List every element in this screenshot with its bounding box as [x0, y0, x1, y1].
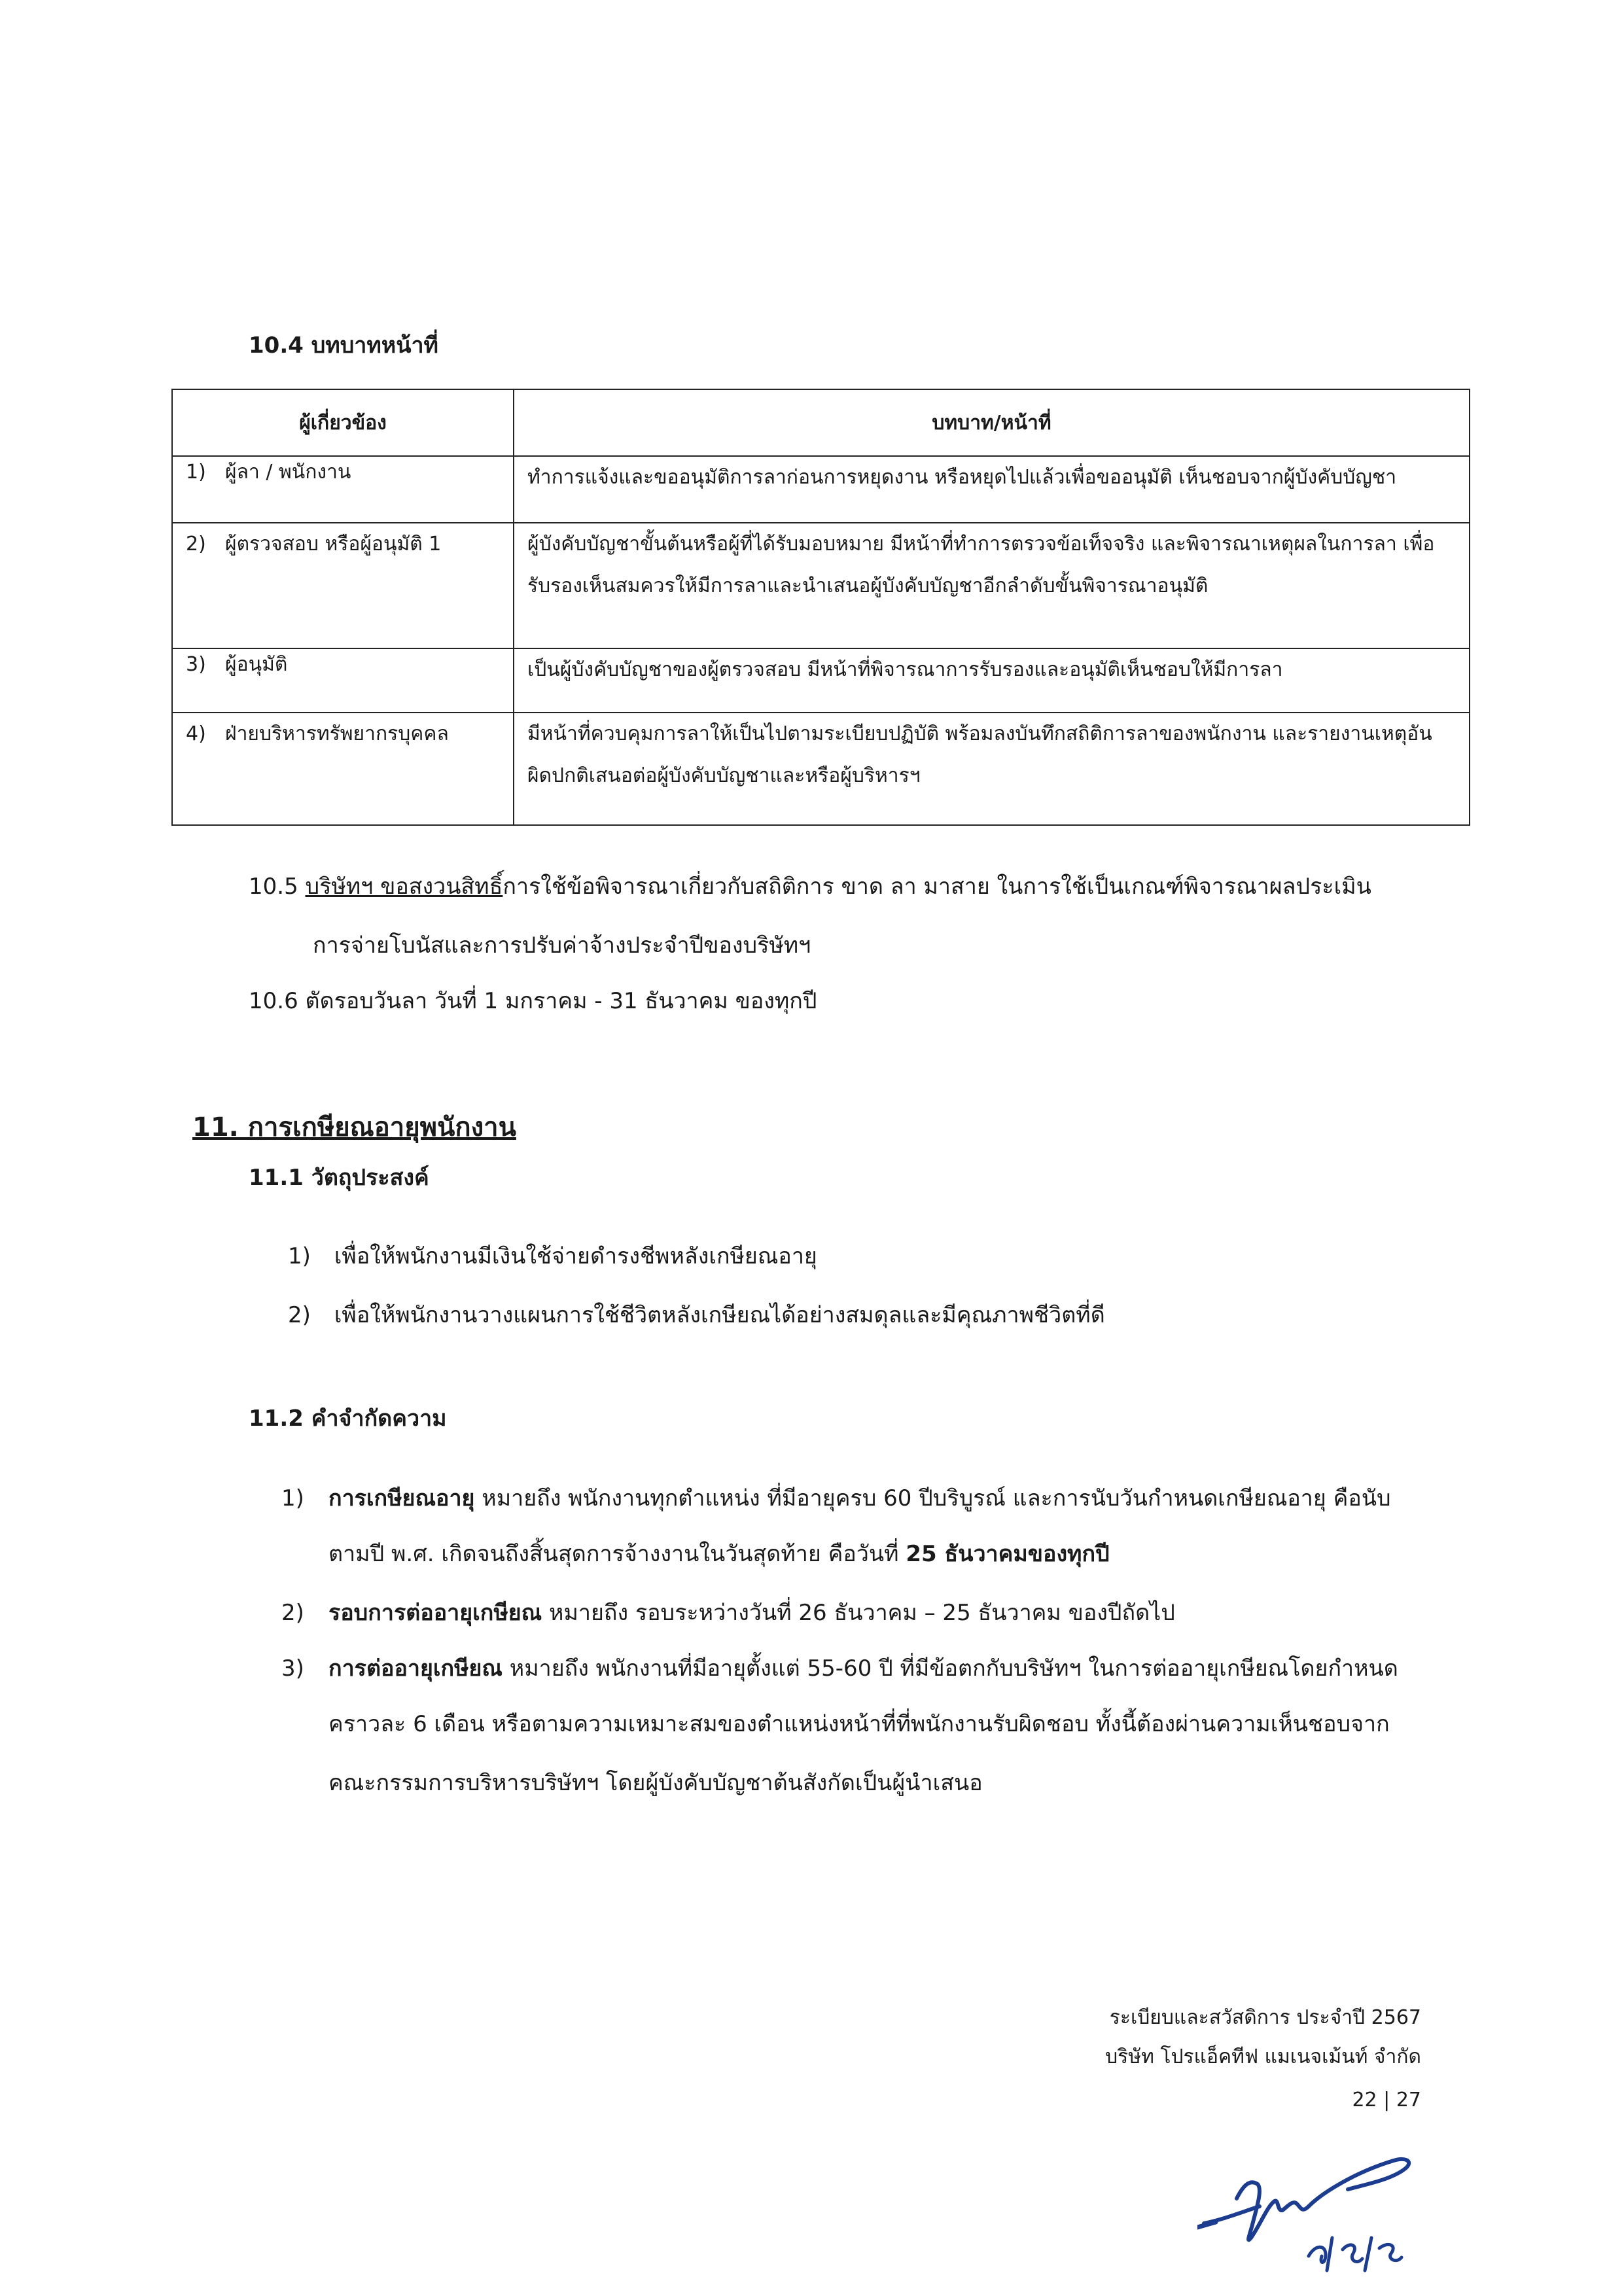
- section-11-1-heading: 11.1 วัตถุประสงค์: [249, 1165, 429, 1191]
- definition-text: ตามปี พ.ศ. เกิดจนถึงสิ้นสุดการจ้างงานในวันสุดท้าย คือวันที่: [328, 1541, 906, 1567]
- page-number: 22 | 27: [1352, 2089, 1421, 2111]
- definition-3-line3: คณะกรรมการบริหารบริษัทฯ โดยผู้บังคับบัญชาต้นสังกัดเป็นผู้นำเสนอ: [328, 1770, 983, 1796]
- objective-number: 2): [288, 1302, 311, 1328]
- section-10-5-line2: การจ่ายโบนัสและการปรับค่าจ้างประจำปีของบริษัทฯ: [313, 932, 811, 959]
- table-header-party: ผู้เกี่ยวข้อง: [172, 389, 514, 456]
- party-cell: [172, 648, 514, 713]
- party-label: ผู้อนุมัติ: [225, 653, 288, 676]
- definition-3-line1: [281, 1655, 1398, 1682]
- definition-1-line1: [281, 1485, 1391, 1512]
- duty-line: ผู้บังคับบัญชาขั้นต้นหรือผู้ที่ได้รับมอบหมาย มีหน้าที่ทำการตรวจข้อเท็จจริง และพิจารณาเหตุผลในการลา เพื่อ: [527, 533, 1435, 556]
- duty-cell: [514, 648, 1470, 713]
- table-row: [172, 523, 1470, 648]
- objective-text: เพื่อให้พนักงานวางแผนการใช้ชีวิตหลังเกษียณได้อย่างสมดุลและมีคุณภาพชีวิตที่ดี: [334, 1302, 1105, 1328]
- definition-2: [281, 1600, 1175, 1627]
- table-row: [172, 456, 1470, 523]
- party-cell: [172, 523, 514, 648]
- duty-cell: [514, 523, 1470, 648]
- row-number: 3): [186, 653, 206, 676]
- section-10-5-line1: [249, 874, 1371, 900]
- handwritten-signature: [1197, 2146, 1485, 2277]
- section-10-6: 10.6 ตัดรอบวันลา วันที่ 1 มกราคม - 31 ธันวาคม ของทุกปี: [249, 988, 817, 1014]
- definition-1-line2: [328, 1541, 1110, 1568]
- retirement-date: 25 ธันวาคมของทุกปี: [906, 1541, 1110, 1567]
- section-10-4-heading: 10.4 บทบาทหน้าที่: [249, 332, 438, 359]
- duty-line: มีหน้าที่ควบคุมการลาให้เป็นไปตามระเบียบปฏิบัติ พร้อมลงบันทึกสถิติการลาของพนักงาน และรายงานเหตุอัน: [527, 722, 1432, 745]
- definition-text: หมายถึง พนักงานทุกตำแหน่ง ที่มีอายุครบ 60 ปีบริบูรณ์ และการนับวันกำหนดเกษียณอายุ คือนับ: [474, 1485, 1391, 1511]
- row-number: 1): [186, 461, 206, 484]
- table-header-duty: บทบาท/หน้าที่: [514, 389, 1470, 456]
- duty-line: ทำการแจ้งและขออนุมัติการลาก่อนการหยุดงาน หรือหยุดไปแล้วเพื่อขออนุมัติ เห็นชอบจากผู้บังคับบัญชา: [527, 466, 1397, 489]
- party-cell: [172, 713, 514, 825]
- objective-item: [288, 1302, 1105, 1329]
- definition-term: รอบการต่ออายุเกษียณ: [328, 1600, 542, 1626]
- table-header-row: [172, 389, 1470, 456]
- definition-number: 1): [281, 1485, 304, 1511]
- footer-doc-title: ระเบียบและสวัสดิการ ประจำปี 2567: [1109, 2006, 1421, 2029]
- definition-number: 2): [281, 1600, 304, 1626]
- table-row: [172, 648, 1470, 713]
- duty-line: รับรองเห็นสมควรให้มีการลาและนำเสนอผู้บังคับบัญชาอีกลำดับขั้นพิจารณาอนุมัติ: [527, 574, 1209, 597]
- table-row: [172, 713, 1470, 825]
- party-label: ฝ่ายบริหารทรัพยากรบุคคล: [225, 722, 449, 745]
- definition-term: การเกษียณอายุ: [328, 1485, 475, 1511]
- row-number: 4): [186, 722, 206, 745]
- row-number: 2): [186, 533, 206, 556]
- definition-number: 3): [281, 1655, 304, 1682]
- section-10-5-number: 10.5: [249, 874, 298, 900]
- duty-line: เป็นผู้บังคับบัญชาของผู้ตรวจสอบ มีหน้าที่พิจารณาการรับรองและอนุมัติเห็นชอบให้มีการลา: [527, 658, 1283, 681]
- objective-number: 1): [288, 1243, 311, 1269]
- definition-3-line2: คราวละ 6 เดือน หรือตามความเหมาะสมของตำแหน่งหน้าที่ที่พนักงานรับผิดชอบ ทั้งนี้ต้องผ่านความเห็นชอบจาก: [328, 1711, 1390, 1737]
- section-11-title: 11. การเกษียณอายุพนักงาน: [192, 1112, 516, 1142]
- duty-cell: [514, 456, 1470, 523]
- definition-term: การต่ออายุเกษียณ: [328, 1655, 503, 1682]
- party-label: ผู้ตรวจสอบ หรือผู้อนุมัติ 1: [225, 533, 442, 556]
- reservation-of-rights: บริษัทฯ ขอสงวนสิทธิ์: [305, 874, 503, 900]
- definition-text: หมายถึง พนักงานที่มีอายุตั้งแต่ 55-60 ปี ที่มีข้อตกกับบริษัทฯ ในการต่ออายุเกษียณโดยกำหนด: [502, 1655, 1398, 1682]
- duty-line: ผิดปกติเสนอต่อผู้บังคับบัญชาและหรือผู้บริหารฯ: [527, 764, 921, 787]
- section-10-5-text: การใช้ข้อพิจารณาเกี่ยวกับสถิติการ ขาด ลา มาสาย ในการใช้เป็นเกณฑ์พิจารณาผลประเมิน: [503, 874, 1371, 900]
- footer-company: บริษัท โปรแอ็คทีฟ แมเนจเม้นท์ จำกัด: [1105, 2045, 1421, 2068]
- party-label: ผู้ลา / พนักงาน: [225, 461, 351, 484]
- party-cell: [172, 456, 514, 523]
- definition-text: หมายถึง รอบระหว่างวันที่ 26 ธันวาคม – 25 ธันวาคม ของปีถัดไป: [542, 1600, 1175, 1626]
- objective-item: [288, 1243, 817, 1270]
- roles-table: [171, 389, 1470, 826]
- duty-cell: [514, 713, 1470, 825]
- objective-text: เพื่อให้พนักงานมีเงินใช้จ่ายดำรงชีพหลังเกษียณอายุ: [334, 1243, 817, 1269]
- section-11-2-heading: 11.2 คำจำกัดความ: [249, 1405, 447, 1432]
